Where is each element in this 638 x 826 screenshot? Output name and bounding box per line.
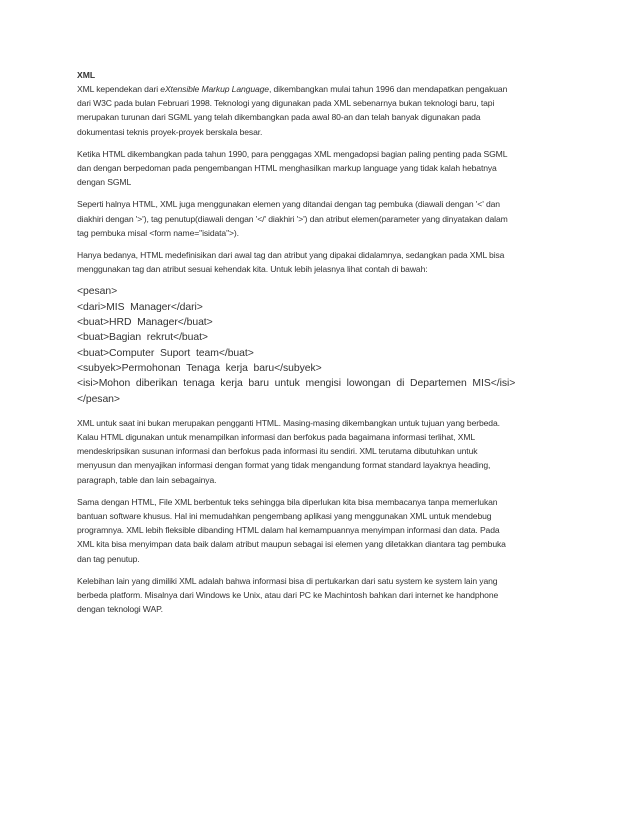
text-run: XML kependekan dari <box>77 84 161 94</box>
paragraph-line: paragraph, table dan lain sebagainya. <box>77 474 217 485</box>
paragraph-line: Sama dengan HTML, File XML berbentuk teks sehingga bila diperlukan kita bisa membacanya tanpa memerlukan <box>77 496 498 507</box>
paragraph-line: Hanya bedanya, HTML medefinisikan dari awal tag dan atribut yang dipakai didalamnya, sedangkan pada XML bisa <box>77 250 505 261</box>
code-line: <isi>Mohon diberikan tenaga kerja baru untuk mengisi lowongan di Departemen MIS</isi> <box>77 378 516 390</box>
paragraph-purpose <box>77 416 562 487</box>
paragraph-intro <box>77 82 562 139</box>
paragraph-history <box>77 147 562 190</box>
document-title: XML <box>77 70 96 80</box>
paragraph-line: mendeskripsikan susunan informasi dan berfokus pada informasi itu sendiri. XML terutama dibutuhkan untuk <box>77 446 478 457</box>
paragraph-line: merupakan turunan dari SGML yang telah dikembangkan pada awal 80-an dan telah banyak digunakan pada <box>77 112 481 123</box>
code-line: <buat>Computer Suport team</buat> <box>77 347 254 359</box>
paragraph-line: diakhiri dengan '>'), tag penutup(diawali dengan '</' diakhiri '>') dan atribut elemen(parameter yang dinyatakan dalam <box>77 213 508 224</box>
paragraph-line: dokumentasi teknis proyek-proyek berskala besar. <box>77 126 263 137</box>
paragraph-line: dari W3C pada bulan Februari 1998. Teknologi yang digunakan pada XML sebenarnya bukan teknologi baru, tapi <box>77 98 495 109</box>
code-line: </pesan> <box>77 393 120 405</box>
paragraph-line: berbeda platform. Misalnya dari Windows ke Unix, atau dari PC ke Machintosh bahkan dari internet ke handphone <box>77 590 499 601</box>
paragraph-line: Seperti halnya HTML, XML juga menggunakan elemen yang ditandai dengan tag pembuka (diawali dengan '<' dan <box>77 199 500 210</box>
code-example <box>77 284 562 406</box>
paragraph-line: menggunakan tag dan atribut sesuai kehendak kita. Untuk lebih jelasnya lihat contah di bawah: <box>77 264 428 275</box>
text-run: , dikembangkan mulai tahun 1996 dan mendapatkan pengakuan <box>268 84 508 94</box>
paragraph-line: menyusun dan menyajikan informasi dengan format yang tidak mengandung format standard layaknya heading, <box>77 460 491 471</box>
code-line: <subyek>Permohonan Tenaga kerja baru</subyek> <box>77 362 322 374</box>
paragraph-line: bantuan software khusus. Hal ini memudahkan pengembang aplikasi yang menggunakan XML untuk mendebug <box>77 511 492 522</box>
paragraph-line: dengan SGML <box>77 177 132 188</box>
paragraph-line: Kalau HTML digunakan untuk menampilkan informasi dan berfokus pada bagaimana informasi terlihat, XML <box>77 432 476 443</box>
paragraph-difference <box>77 248 562 276</box>
paragraph-text-format <box>77 495 562 566</box>
paragraph-line: dan dengan berpedoman pada pengembangan HTML menghasilkan markup language yang tidak kalah hebatnya <box>77 163 497 174</box>
paragraph-advantage <box>77 574 562 617</box>
paragraph-line: programnya. XML lebih fleksible dibanding HTML dalam hal kemampuannya menyimpan informasi dan data. Pada <box>77 525 500 536</box>
paragraph-tags <box>77 197 562 240</box>
paragraph-line: dengan teknologi WAP. <box>77 604 163 615</box>
paragraph-line: XML untuk saat ini bukan merupakan pengganti HTML. Masing-masing dikembangkan untuk tujuan yang berbeda. <box>77 417 500 428</box>
paragraph-line: tag pembuka misal <form name="isidata">). <box>77 227 239 238</box>
document-page <box>77 69 562 624</box>
code-line: <buat>HRD Manager</buat> <box>77 317 213 329</box>
paragraph-line <box>77 82 562 96</box>
code-line: <buat>Bagian rekrut</buat> <box>77 332 208 344</box>
paragraph-line: Ketika HTML dikembangkan pada tahun 1990, para penggagas XML mengadopsi bagian paling penting pada SGML <box>77 148 508 159</box>
italic-term: eXtensible Markup Language <box>160 84 269 94</box>
paragraph-line: dan tag penutup. <box>77 553 140 564</box>
paragraph-line: Kelebihan lain yang dimiliki XML adalah bahwa informasi bisa di pertukarkan dari satu system ke system lain yang <box>77 575 498 586</box>
code-line: <pesan> <box>77 286 118 298</box>
paragraph-line: XML kita bisa menyimpan data baik dalam atribut maupun sebagai isi elemen yang diletakkan diantara tag pembuka <box>77 539 506 550</box>
code-line: <dari>MIS Manager</dari> <box>77 301 203 313</box>
